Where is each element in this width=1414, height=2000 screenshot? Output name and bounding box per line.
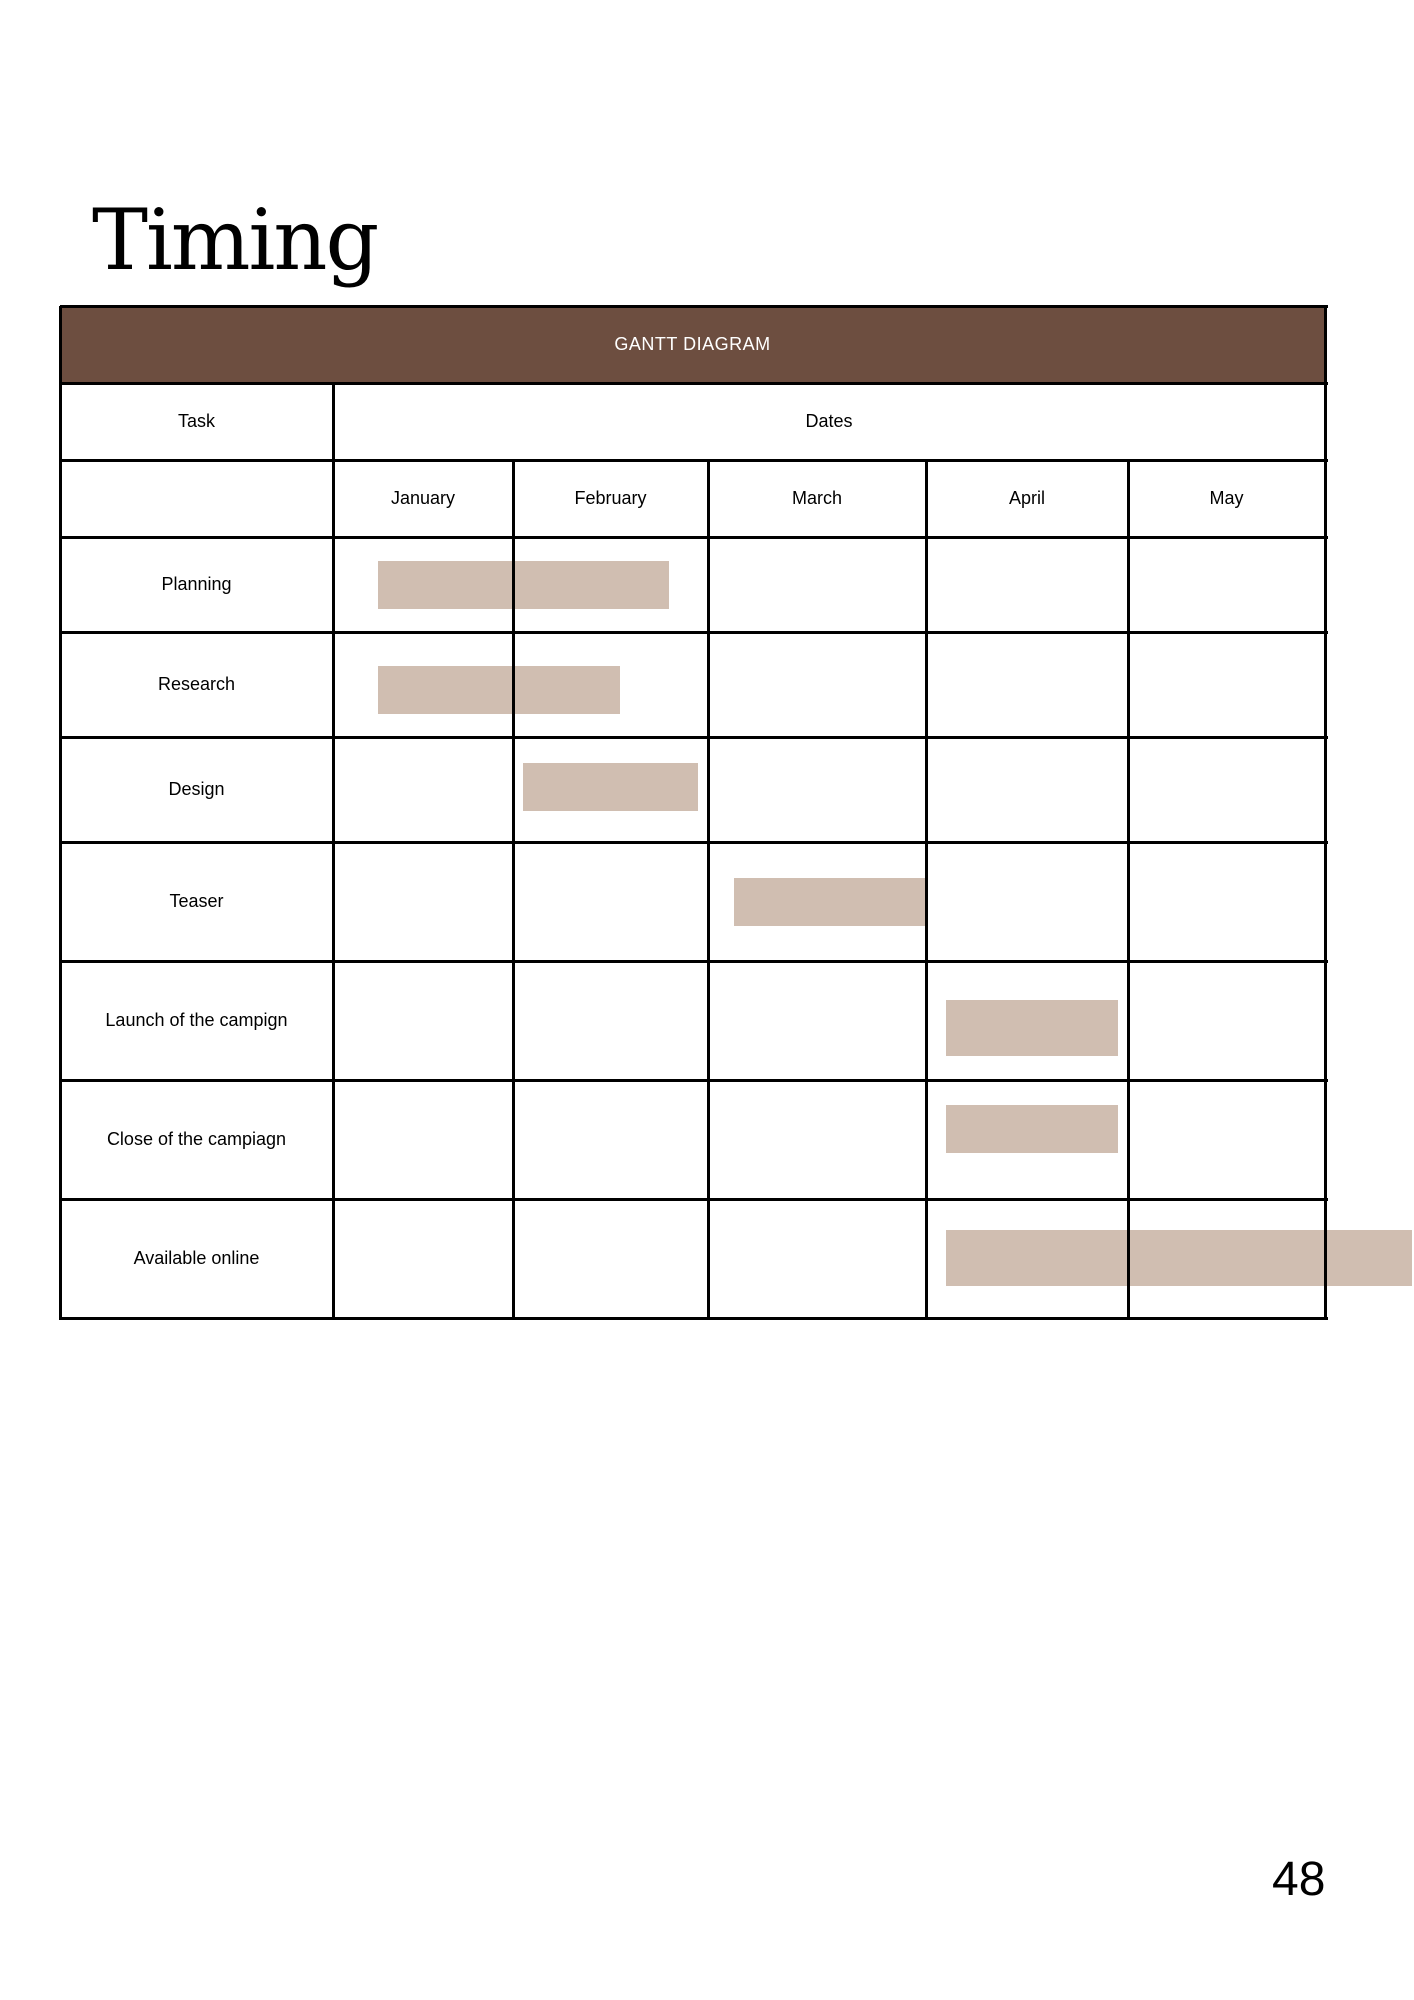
task-label: Teaser [169, 891, 224, 911]
month-header-february: February [574, 488, 647, 508]
task-label: Design [168, 779, 225, 799]
grid-col-line [707, 460, 710, 1320]
month-header-may: May [1209, 488, 1244, 508]
task-column-header: Task [177, 411, 215, 431]
grid-col-line [512, 460, 515, 1320]
task-label: Close of the campiagn [106, 1129, 287, 1149]
gantt-bar [946, 1000, 1118, 1056]
grid-row-line [60, 960, 1328, 963]
gantt-bar [523, 763, 699, 811]
month-header-april: April [1008, 488, 1045, 508]
gantt-bar [734, 878, 926, 926]
gantt-title: GANTT DIAGRAM [60, 306, 1325, 383]
grid-row-line [60, 631, 1328, 634]
grid-row-line [60, 841, 1328, 844]
grid-row-line [60, 736, 1328, 739]
month-header-january: January [390, 488, 456, 508]
month-header-march: March [791, 488, 842, 508]
grid-row-line [60, 536, 1328, 539]
page-title: Timing [92, 191, 378, 289]
grid-col-line [332, 383, 335, 1320]
grid-row-line [60, 1198, 1328, 1201]
gantt-bar [946, 1230, 1412, 1286]
grid-row-line [60, 382, 1328, 385]
task-label: Available online [133, 1248, 260, 1268]
grid-row-line [60, 459, 1328, 462]
grid-col-line [925, 460, 928, 1320]
gantt-bar [946, 1105, 1118, 1153]
dates-column-header: Dates [805, 411, 853, 431]
gantt-bar [378, 561, 669, 609]
grid-row-line [60, 1317, 1328, 1320]
task-label: Launch of the campign [105, 1010, 288, 1030]
grid-row-line [60, 305, 1328, 308]
page-number: 48 [1272, 1853, 1326, 1906]
gantt-bar [378, 666, 620, 714]
task-label: Planning [161, 574, 232, 594]
grid-row-line [60, 1079, 1328, 1082]
grid-col-line [1324, 306, 1327, 1320]
task-label: Research [157, 674, 236, 694]
grid-col-line [1127, 460, 1130, 1320]
grid-col-line [59, 306, 62, 1320]
